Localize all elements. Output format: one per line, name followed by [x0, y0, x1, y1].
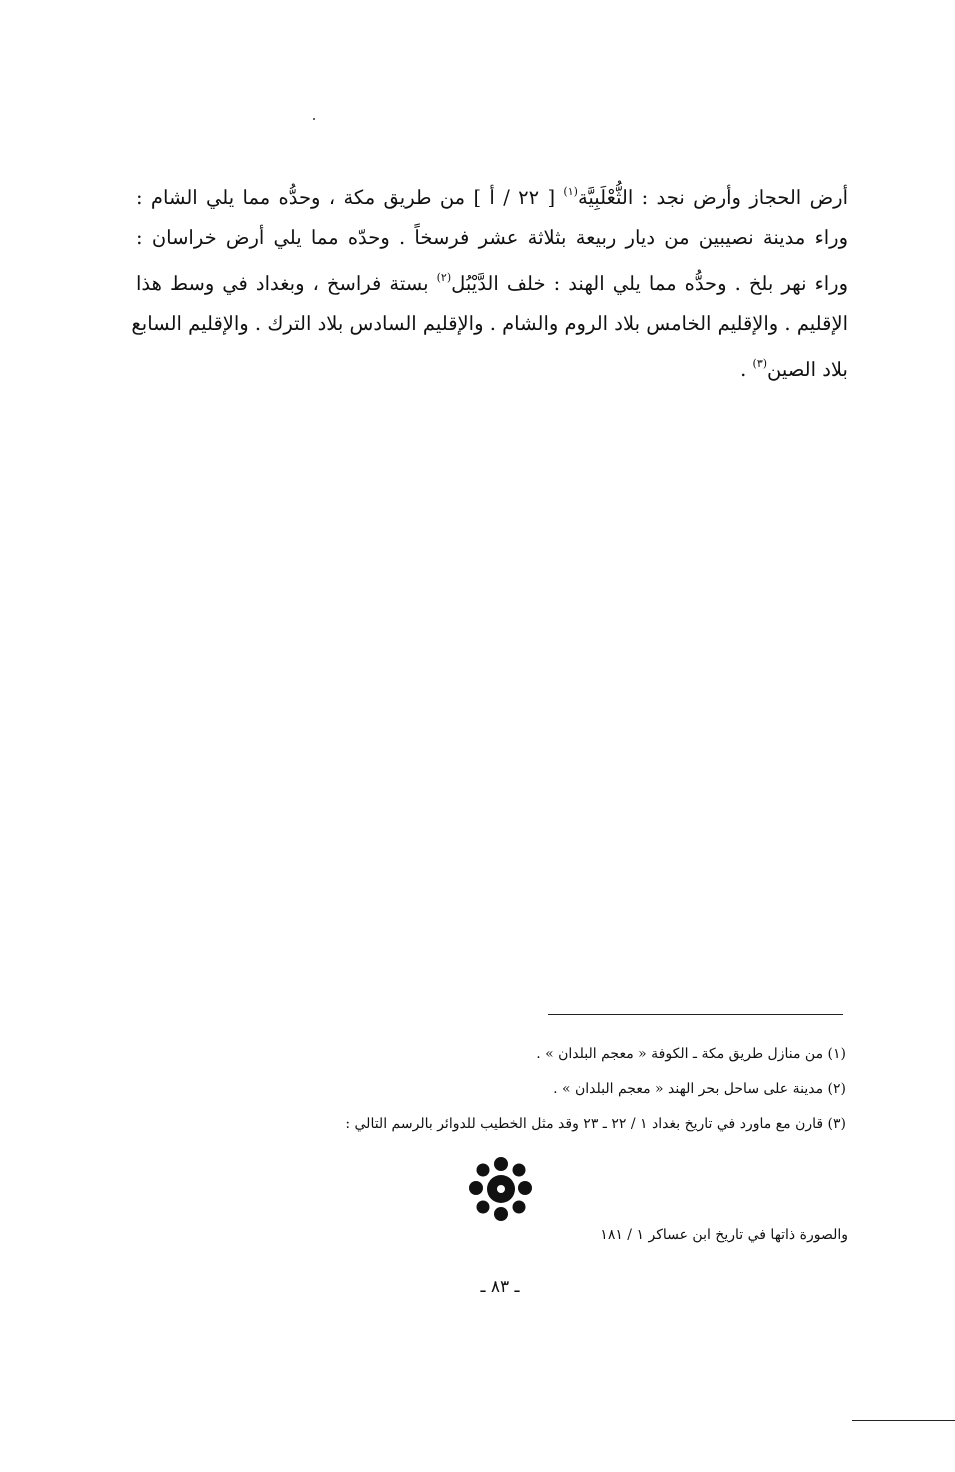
footnote-ref-3[interactable]: (٣) — [752, 357, 768, 370]
footnotes — [250, 1045, 846, 1150]
figure-caption: والصورة ذاتها في تاريخ ابن عساكر ١ / ١٨١ — [600, 1227, 848, 1243]
footnote-1: (١) من منازل طريق مكة ـ الكوفة « معجم البلدان » . — [536, 1046, 846, 1062]
page-number: ـ ٨٣ ـ — [480, 1277, 520, 1297]
outer-circle — [513, 1201, 526, 1214]
main-text — [131, 172, 848, 390]
text-segment: بلاد الصين — [767, 358, 848, 381]
text-line-4: الإقليم . والإقليم الخامس بلاد الروم والشام . والإقليم السادس بلاد الترك . والإقليم السابع — [131, 312, 848, 335]
outer-circle — [494, 1157, 508, 1171]
outer-circle — [477, 1164, 490, 1177]
circles-diagram — [466, 1155, 536, 1223]
text-line-3 — [136, 258, 848, 304]
center-hole — [497, 1185, 505, 1193]
ink-speck — [313, 118, 315, 120]
text-segment: . — [740, 358, 753, 381]
text-segment: [ ٢٢ / أ ] من طريق مكة ، وحدُّه مما يلي الشام : — [136, 186, 564, 209]
text-segment: وراء نهر بلخ . وحدُّه مما يلي الهند : خلف الدَّيْبُل — [451, 272, 848, 295]
footnote-ref-1[interactable]: (١) — [563, 185, 578, 198]
text-line-1 — [136, 172, 848, 218]
text-segment: بستة فراسخ ، وبغداد في وسط هذا — [136, 272, 437, 295]
text-line-5 — [136, 344, 848, 390]
corner-rule — [852, 1420, 955, 1421]
text-line-2: وراء مدينة نصيبين من ديار ربيعة بثلاثة عشر فرسخاً . وحدّه مما يلي أرض خراسان : — [136, 226, 848, 249]
footnote-3: (٣) قارن مع ماورد في تاريخ بغداد ١ / ٢٢ ـ ٢٣ وقد مثل الخطيب للدوائر بالرسم التالي : — [345, 1116, 846, 1132]
outer-circle — [494, 1207, 508, 1221]
footnote-separator — [548, 1014, 843, 1015]
outer-circle — [477, 1201, 490, 1214]
footnote-ref-2[interactable]: (٢) — [436, 271, 452, 284]
outer-circle — [469, 1181, 483, 1195]
outer-circle — [518, 1181, 532, 1195]
text-segment: أرض الحجاز وأرض نجد : الثُّعْلَبِيَّة — [577, 186, 848, 209]
outer-circle — [513, 1164, 526, 1177]
footnote-2: (٢) مدينة على ساحل بحر الهند « معجم البلدان » . — [553, 1081, 846, 1097]
